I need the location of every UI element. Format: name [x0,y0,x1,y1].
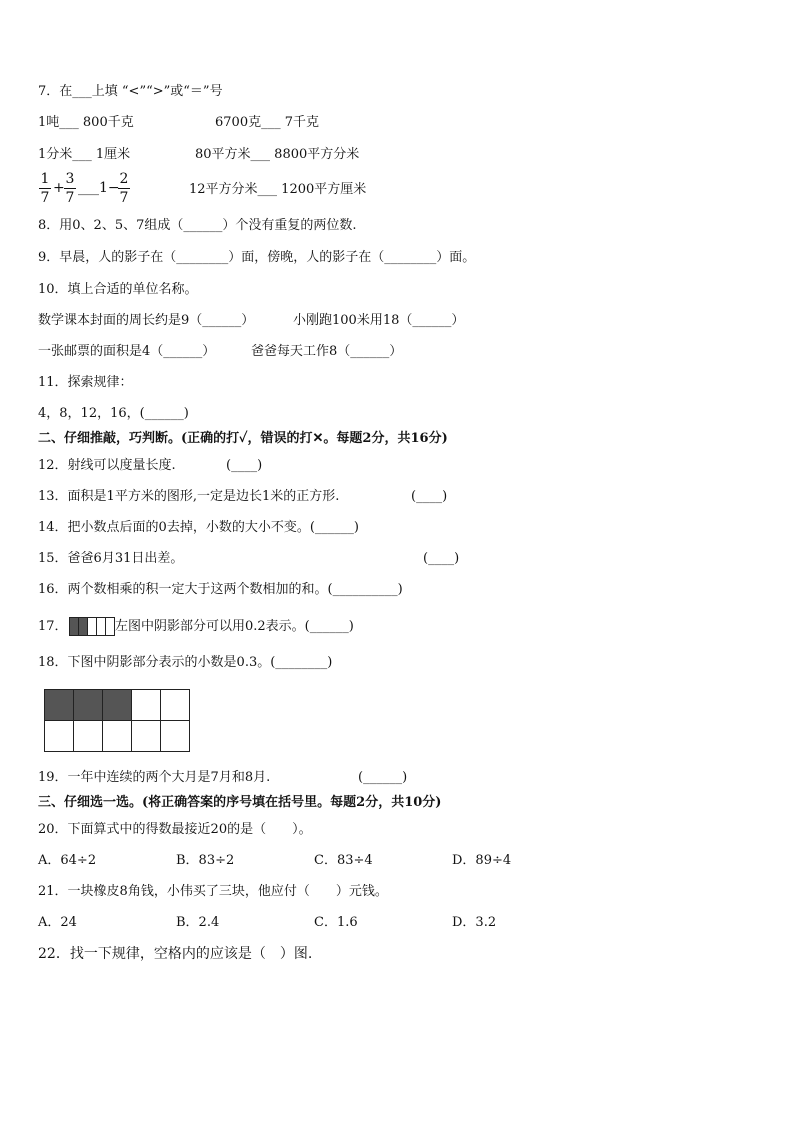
q22-text: 22．找一下规律，空格内的应该是（ ）图. [38,946,313,962]
q19-text: 19．一年中连续的两个大月是7月和8月. [38,770,271,785]
q7-row2-b: 80平方米___ 8800平方分米 [195,147,360,162]
q8: 8．用0、2、5、7组成（______）个没有重复的两位数. [38,218,357,233]
grid-cell [97,618,106,636]
q9: 9．早晨，人的影子在（________）面，傍晚，人的影子在（________）面。 [38,250,476,265]
grid-cell [45,721,74,752]
q13-text: 13．面积是1平方米的图形,一定是边长1米的正方形. [38,489,340,504]
q17-grid-figure [69,617,115,636]
q20-text: 20．下面算式中的得数最接近20的是（ ）。 [38,822,312,837]
q12-text: 12．射线可以度量长度. [38,458,176,473]
q21-option-c: C．1.6 [314,915,358,930]
q17-text: 左图中阴影部分可以用0.2表示。(______) [115,619,354,634]
q17-number: 17． [38,619,68,634]
fraction-numerator: 3 [65,171,75,187]
q10-a: 数学课本封面的周长约是9（______） [38,313,255,328]
section-2-heading: 二、仔细推敲，巧判断。(正确的打✓，错误的打✕。每题2分，共16分) [38,431,448,446]
fraction-bar [39,188,51,189]
fraction-denominator: 7 [119,190,129,206]
q12-blank: (____) [226,458,263,473]
q15-text: 15．爸爸6月31日出差。 [38,551,184,566]
q7-row2-a: 1分米___ 1厘米 [38,147,131,162]
q10-b: 小刚跑100米用18（______） [293,313,465,328]
q20-option-b: B．83÷2 [176,853,235,868]
shaded-cell [103,690,132,721]
q7-row1-b: 6700克___ 7千克 [215,115,319,130]
q10-title: 10．填上合适的单位名称。 [38,282,198,297]
q15-blank: (____) [423,551,460,566]
blank-one-minus: ___1− [78,180,120,196]
grid-cell [132,690,161,721]
shaded-cell [74,690,103,721]
q13-blank: (____) [411,489,448,504]
grid-cell [132,721,161,752]
grid-cell [161,690,190,721]
fraction-bar [118,188,130,189]
grid-cell [74,721,103,752]
q21-option-b: B．2.4 [176,915,220,930]
fraction-numerator: 2 [119,171,129,187]
q21-option-d: D．3.2 [452,915,497,930]
fraction-2-7 [118,171,130,206]
q7-row3-b: 12平方分米___ 1200平方厘米 [189,182,367,197]
q11-title: 11．探索规律： [38,375,133,390]
fraction-numerator: 1 [40,171,50,187]
plus-sign: + [53,180,65,196]
fraction-denominator: 7 [65,190,75,206]
q18-grid-figure [44,689,190,752]
q19-blank: (______) [358,770,408,785]
shaded-cell [79,618,88,636]
fraction-1-7 [39,171,51,206]
fraction-denominator: 7 [40,190,50,206]
q20-option-d: D．89÷4 [452,853,512,868]
q18: 18．下图中阴影部分表示的小数是0.3。(________) [38,655,333,670]
q11-sequence: 4，8，12，16，(______) [38,406,189,421]
q21-option-a: A．24 [38,915,77,930]
grid-cell [88,618,97,636]
q10-c: 一张邮票的面积是4（______） [38,344,216,359]
q20-option-a: A．64÷2 [38,853,97,868]
grid-cell [103,721,132,752]
q14: 14．把小数点后面的0去掉，小数的大小不变。(______) [38,520,359,535]
q16: 16．两个数相乘的积一定大于这两个数相加的和。(__________) [38,582,403,597]
q7-row1-a: 1吨___ 800千克 [38,115,134,130]
fraction-3-7 [64,171,76,206]
fraction-bar [64,188,76,189]
q7-title: 7．在___上填 “<”“>”或“＝”号 [38,84,223,99]
grid-cell [106,618,115,636]
q10-d: 爸爸每天工作8（______） [251,344,403,359]
shaded-cell [45,690,74,721]
q20-option-c: C．83÷4 [314,853,373,868]
q21-text: 21．一块橡皮8角钱，小伟买了三块，他应付（ ）元钱。 [38,884,388,899]
section-3-heading: 三、仔细选一选。(将正确答案的序号填在括号里。每题2分，共10分) [38,795,442,810]
shaded-cell [70,618,79,636]
grid-cell [161,721,190,752]
